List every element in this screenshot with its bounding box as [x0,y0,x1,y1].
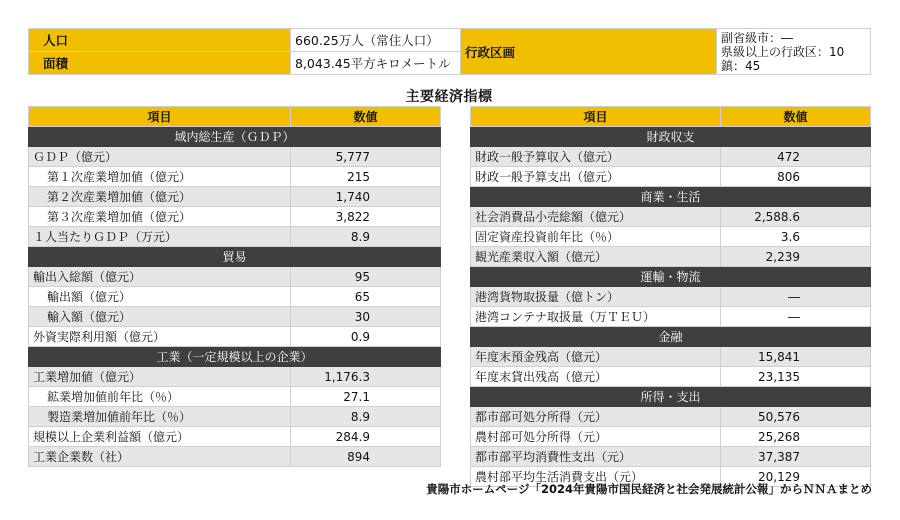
indicator-value: 5,777 [291,147,441,167]
area-label: 面積 [29,52,291,75]
indicator-name: 鉱業増加値前年比（％） [29,387,291,407]
indicator-value: 8.9 [291,227,441,247]
table-row [29,167,441,187]
section-label: 運輸・物流 [471,267,871,287]
indicator-value: 15,841 [721,347,871,367]
population-label: 人口 [29,29,291,52]
indicator-name: 第３次産業増加値（億元） [29,207,291,227]
indicator-value: 8.9 [291,407,441,427]
table-row [471,347,871,367]
table-row [29,407,441,427]
indicator-name: １人当たりＧＤＰ（万元） [29,227,291,247]
table-row [29,287,441,307]
section-header [471,327,871,347]
admin-value [717,29,871,75]
header-value: 数値 [721,107,871,127]
indicator-value: 27.1 [291,387,441,407]
indicator-value: 23,135 [721,367,871,387]
indicator-name: 輸出入総額（億元） [29,267,291,287]
population-value: 660.25万人（常住人口） [291,29,461,52]
section-label: 貿易 [29,247,441,267]
table-row [29,447,441,467]
indicator-name: 都市部可処分所得（元） [471,407,721,427]
indicator-value: 215 [291,167,441,187]
section-header [471,187,871,207]
table-row [29,427,441,447]
table-row [29,187,441,207]
table-header [471,107,871,127]
table-row [471,427,871,447]
table-row [29,387,441,407]
table-row [471,307,871,327]
indicator-name: 第２次産業増加値（億元） [29,187,291,207]
admin-line: 県級以上の行政区：10 [721,44,845,59]
indicator-name: 都市部平均消費性支出（元） [471,447,721,467]
section-header [471,127,871,147]
section-header [471,267,871,287]
section-header [471,387,871,407]
table-row [29,327,441,347]
indicator-value: 25,268 [721,427,871,447]
indicator-name: 固定資産投資前年比（％） [471,227,721,247]
indicator-name: 財政一般予算収入（億元） [471,147,721,167]
indicator-value: ― [721,307,871,327]
indicator-value: 1,740 [291,187,441,207]
source-note: 貴陽市ホームページ「2024年貴陽市国民経済と社会発展統計公報」からＮＮＡまとめ [426,482,872,496]
indicator-name: 輸入額（億元） [29,307,291,327]
table-row [471,287,871,307]
section-header [29,347,441,367]
indicator-value: 0.9 [291,327,441,347]
section-label: 所得・支出 [471,387,871,407]
indicator-name: 規模以上企業利益額（億元） [29,427,291,447]
table-row [471,207,871,227]
indicator-table-right [470,106,871,487]
indicator-value: 894 [291,447,441,467]
indicator-name: 製造業増加値前年比（％） [29,407,291,427]
indicator-value: 65 [291,287,441,307]
indicator-name: 第１次産業増加値（億元） [29,167,291,187]
indicator-value: 30 [291,307,441,327]
indicator-value: 2,588.6 [721,207,871,227]
table-row [471,247,871,267]
section-label: 域内総生産（ＧＤＰ） [29,127,441,147]
admin-line: 鎮：45 [721,58,761,73]
section-label: 財政収支 [471,127,871,147]
section-label: 金融 [471,327,871,347]
indicator-value: 95 [291,267,441,287]
indicator-value: 1,176.3 [291,367,441,387]
indicator-value: 50,576 [721,407,871,427]
indicator-value: 3,822 [291,207,441,227]
table-row [471,447,871,467]
indicator-name: 年度末預金残高（億元） [471,347,721,367]
admin-line: 副省級市：― [721,30,794,45]
main-title: 主要経済指標 [405,89,493,105]
section-label: 商業・生活 [471,187,871,207]
indicator-value: ― [721,287,871,307]
indicator-value: 2,239 [721,247,871,267]
indicator-name: 工業増加値（億元） [29,367,291,387]
basic-info-table [28,28,871,75]
indicator-name: 工業企業数（社） [29,447,291,467]
table-row [29,227,441,247]
indicator-value: 472 [721,147,871,167]
indicator-table-left [28,106,441,467]
indicator-name: 財政一般予算支出（億元） [471,167,721,187]
table-row [471,147,871,167]
header-item: 項目 [471,107,721,127]
indicator-value: 37,387 [721,447,871,467]
header-item: 項目 [29,107,291,127]
table-row [29,147,441,167]
indicator-value: 20,129 [721,467,871,487]
table-row [29,207,441,227]
indicator-name: 農村部平均生活消費支出（元） [471,467,721,487]
table-header [29,107,441,127]
indicator-name: 輸出額（億元） [29,287,291,307]
indicator-value: 284.9 [291,427,441,447]
indicator-name: 港湾貨物取扱量（億トン） [471,287,721,307]
table-row [471,227,871,247]
indicator-name: 農村部可処分所得（元） [471,427,721,447]
area-value: 8,043.45平方キロメートル [291,52,461,75]
indicator-name: ＧＤＰ（億元） [29,147,291,167]
indicator-name: 社会消費品小売総額（億元） [471,207,721,227]
section-label: 工業（一定規模以上の企業） [29,347,441,367]
indicator-name: 年度末貸出残高（億元） [471,367,721,387]
section-header [29,247,441,267]
table-row [29,367,441,387]
table-row [471,367,871,387]
indicator-value: 3.6 [721,227,871,247]
header-value: 数値 [291,107,441,127]
section-header [29,127,441,147]
indicator-value: 806 [721,167,871,187]
table-row [29,307,441,327]
table-row [29,267,441,287]
indicator-name: 外資実際利用額（億元） [29,327,291,347]
table-row [471,167,871,187]
admin-label: 行政区画 [461,29,717,75]
table-row [471,407,871,427]
indicator-name: 港湾コンテナ取扱量（万ＴＥＵ） [471,307,721,327]
indicator-name: 観光産業収入額（億元） [471,247,721,267]
